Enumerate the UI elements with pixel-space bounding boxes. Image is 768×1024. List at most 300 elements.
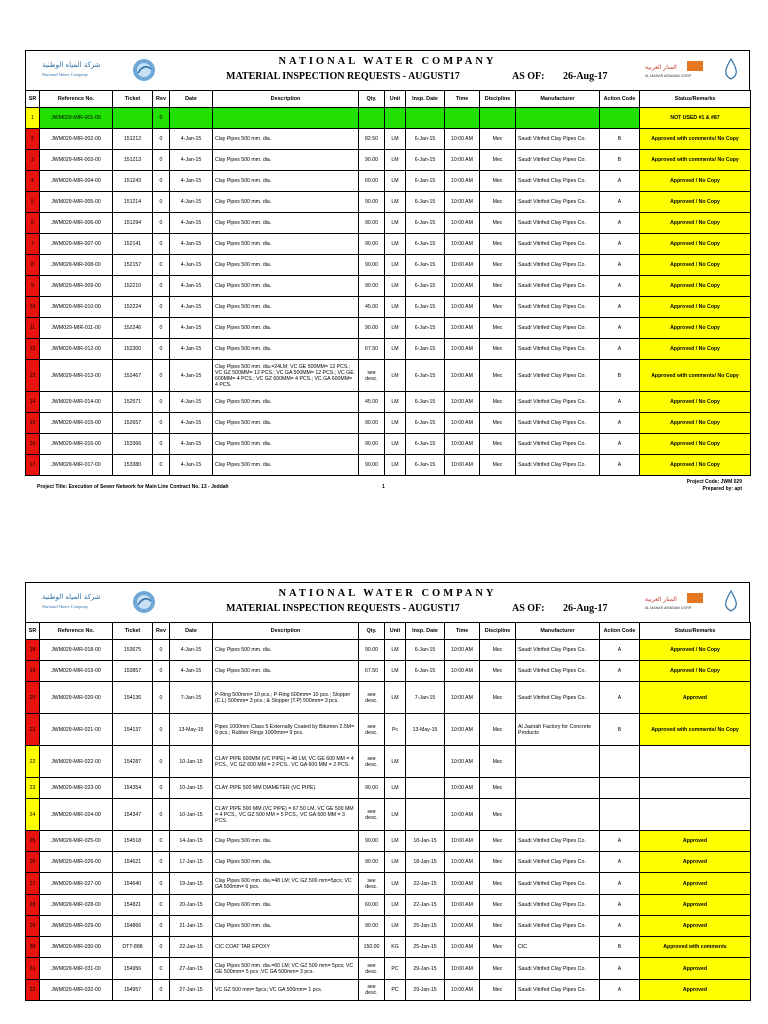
- column-header: Insp. Date: [406, 623, 445, 640]
- manufacturer-cell: Saudi Vitrifed Clay Pipes Co.: [516, 640, 600, 661]
- time-cell: 10:00 AM: [445, 339, 480, 360]
- sr-cell: 32: [26, 980, 40, 1001]
- reference-cell: JWM029-MIR-007-00: [40, 234, 113, 255]
- time-cell: 10:00 AM: [445, 455, 480, 476]
- insp-date-cell: 6-Jan-15: [406, 392, 445, 413]
- unit-cell: LM: [385, 234, 406, 255]
- column-header: Unit: [385, 623, 406, 640]
- column-header: Ticket: [113, 623, 153, 640]
- svg-text:شركة المياه الوطنية: شركة المياه الوطنية: [42, 61, 101, 69]
- rev-cell: 0: [153, 276, 170, 297]
- ticket-cell: 154518: [113, 831, 153, 852]
- discipline-cell: Mec: [480, 360, 516, 392]
- sr-cell: 15: [26, 413, 40, 434]
- sr-cell: 6: [26, 213, 40, 234]
- unit-cell: LM: [385, 778, 406, 799]
- description-cell: Clay Pipes 500 mm. dia.: [213, 434, 359, 455]
- table-row: [26, 171, 751, 192]
- reference-cell: JWM029-MIR-028-00: [40, 895, 113, 916]
- rev-cell: 0: [153, 980, 170, 1001]
- column-header: Manufacturer: [516, 623, 600, 640]
- discipline-cell: Mec: [480, 640, 516, 661]
- action-code-cell: [600, 108, 640, 129]
- action-code-cell: B: [600, 150, 640, 171]
- insp-date-cell: 6-Jan-15: [406, 276, 445, 297]
- unit-cell: LM: [385, 413, 406, 434]
- ticket-cell: DTT-888: [113, 937, 153, 958]
- description-cell: Clay Pipes 500 mm. dia.: [213, 213, 359, 234]
- reference-cell: JWM029-MIR-014-00: [40, 392, 113, 413]
- manufacturer-cell: Saudi Vitrifed Clay Pipes Co.: [516, 297, 600, 318]
- manufacturer-cell: Saudi Vitrifed Clay Pipes Co.: [516, 455, 600, 476]
- description-cell: Clay Pipes 600 mm. dia.: [213, 895, 359, 916]
- status-cell: Approved / No Copy: [640, 455, 751, 476]
- status-cell: Approved / No Copy: [640, 255, 751, 276]
- description-cell: Clay Pipes 500 mm. dia.: [213, 255, 359, 276]
- insp-date-cell: [406, 799, 445, 831]
- ticket-cell: 152300: [113, 339, 153, 360]
- time-cell: 10:00 AM: [445, 392, 480, 413]
- description-cell: CLAY PIPE 500 MM DIAMETER (VC PIPE).: [213, 778, 359, 799]
- action-code-cell: B: [600, 937, 640, 958]
- time-cell: 10:00 AM: [445, 192, 480, 213]
- column-header: Ticket: [113, 91, 153, 108]
- column-header: Status/Remarks: [640, 91, 751, 108]
- date-cell: 4-Jan-15: [170, 661, 213, 682]
- insp-date-cell: 25-Jan-15: [406, 916, 445, 937]
- rev-cell: 0: [153, 873, 170, 895]
- manufacturer-cell: Saudi Vitrifed Clay Pipes Co.: [516, 895, 600, 916]
- unit-cell: LM: [385, 746, 406, 778]
- rev-cell: 0: [153, 799, 170, 831]
- date-cell: 17-Jan-15: [170, 852, 213, 873]
- insp-date-cell: 18-Jan-15: [406, 831, 445, 852]
- description-cell: Clay Pipes 500 mm. dia.: [213, 916, 359, 937]
- table-row: [26, 255, 751, 276]
- description-cell: Clay Pipes 500 mm. dia.: [213, 455, 359, 476]
- column-header: Date: [170, 91, 213, 108]
- ticket-cell: 152157: [113, 255, 153, 276]
- sr-cell: 20: [26, 682, 40, 714]
- sr-cell: 24: [26, 799, 40, 831]
- discipline-cell: Mec: [480, 916, 516, 937]
- qty-cell: 90.00: [359, 234, 385, 255]
- reference-cell: JWM029-MIR-022-00: [40, 746, 113, 778]
- manufacturer-cell: Saudi Vitrifed Clay Pipes Co.: [516, 873, 600, 895]
- svg-text:National Water Company: National Water Company: [42, 604, 88, 609]
- reference-cell: JWM029-MIR-011-00: [40, 318, 113, 339]
- status-cell: Approved / No Copy: [640, 434, 751, 455]
- date-cell: 4-Jan-15: [170, 129, 213, 150]
- description-cell: CLAY PIPE 600MM (VC PIPE) = 48 LM, VC GE 600 MM = 4 PCS., VC GZ 600 MM = 2 PCS., VC GA 600 MM = 2 PCS.: [213, 746, 359, 778]
- company-title: NATIONAL WATER COMPANY: [278, 588, 497, 599]
- description-cell: Clay Pipes 500 mm. dia.: [213, 318, 359, 339]
- column-header: Reference No.: [40, 91, 113, 108]
- insp-date-cell: 6-Jan-15: [406, 171, 445, 192]
- description-cell: Clay Pipes 500 mm. dia.: [213, 297, 359, 318]
- table-row: [26, 640, 751, 661]
- table-row: [26, 714, 751, 746]
- status-cell: Approved: [640, 916, 751, 937]
- manufacturer-cell: Saudi Vitrifed Clay Pipes Co.: [516, 831, 600, 852]
- qty-cell: 60.00: [359, 895, 385, 916]
- time-cell: 10:00 AM: [445, 297, 480, 318]
- action-code-cell: A: [600, 831, 640, 852]
- discipline-cell: Mec: [480, 192, 516, 213]
- date-cell: 4-Jan-15: [170, 213, 213, 234]
- sheet-page-1: [25, 50, 750, 502]
- status-cell: Approved / No Copy: [640, 413, 751, 434]
- page-number: 1: [382, 484, 385, 490]
- table-row: [26, 958, 751, 980]
- discipline-cell: Mec: [480, 661, 516, 682]
- date-cell: 14-Jan-15: [170, 831, 213, 852]
- description-cell: Clay Pipes 500 mm. dia.: [213, 276, 359, 297]
- rev-cell: 0: [153, 895, 170, 916]
- rev-cell: 0: [153, 714, 170, 746]
- date-cell: 7-Jan-15: [170, 682, 213, 714]
- reference-cell: JWM029-MIR-009-00: [40, 276, 113, 297]
- description-cell: Clay Pipes 500 mm. dia.=24LM; VC GE 500MM= 12 PCS.; VC GZ 500MM= 12 PCS.; VC GA 500MM= 12 PCS.; VC GE 600MM= 4 PCS.; VC GZ 600MM= 4 PCS.; VC GA 600MM= 4 PCS.: [213, 360, 359, 392]
- insp-date-cell: 22-Jan-15: [406, 873, 445, 895]
- manufacturer-cell: [516, 799, 600, 831]
- action-code-cell: A: [600, 192, 640, 213]
- time-cell: 10:00 AM: [445, 434, 480, 455]
- svg-text:AL MANAR ARABIAN CORP.: AL MANAR ARABIAN CORP.: [645, 74, 692, 78]
- discipline-cell: Mec: [480, 339, 516, 360]
- action-code-cell: A: [600, 339, 640, 360]
- insp-date-cell: 6-Jan-15: [406, 339, 445, 360]
- rev-cell: 0: [153, 434, 170, 455]
- manufacturer-cell: Saudi Vitrifed Clay Pipes Co.: [516, 192, 600, 213]
- insp-date-cell: 6-Jan-15: [406, 297, 445, 318]
- insp-date-cell: 13-May-15: [406, 714, 445, 746]
- insp-date-cell: 7-Jan-15: [406, 682, 445, 714]
- discipline-cell: Mec: [480, 873, 516, 895]
- unit-cell: LM: [385, 873, 406, 895]
- status-cell: Approved / No Copy: [640, 276, 751, 297]
- sr-cell: 3: [26, 150, 40, 171]
- time-cell: 10:00 AM: [445, 171, 480, 192]
- ticket-cell: 153857: [113, 661, 153, 682]
- action-code-cell: A: [600, 916, 640, 937]
- manufacturer-cell: [516, 108, 600, 129]
- reference-cell: JWM029-MIR-003-00: [40, 150, 113, 171]
- discipline-cell: Mec: [480, 799, 516, 831]
- sr-cell: 28: [26, 895, 40, 916]
- table-row: [26, 799, 751, 831]
- sr-cell: 23: [26, 778, 40, 799]
- column-header: Qty.: [359, 91, 385, 108]
- description-cell: Clay Pipes 500 mm. dia.: [213, 234, 359, 255]
- description-cell: Clay Pipes 500 mm. dia.: [213, 171, 359, 192]
- reference-cell: JWM029-MIR-013-00: [40, 360, 113, 392]
- reference-cell: JWM029-MIR-027-00: [40, 873, 113, 895]
- unit-cell: PC: [385, 958, 406, 980]
- ticket-cell: 153380: [113, 455, 153, 476]
- reference-cell: JWM029-MIR-006-00: [40, 213, 113, 234]
- qty-cell: see desc.: [359, 958, 385, 980]
- column-header: Discipline: [480, 623, 516, 640]
- action-code-cell: A: [600, 640, 640, 661]
- qty-cell: 90.00: [359, 192, 385, 213]
- svg-text:المنار العربية: المنار العربية: [645, 596, 677, 603]
- unit-cell: LM: [385, 213, 406, 234]
- table-row: [26, 150, 751, 171]
- discipline-cell: Mec: [480, 171, 516, 192]
- discipline-cell: Mec: [480, 455, 516, 476]
- unit-cell: LM: [385, 392, 406, 413]
- unit-cell: LM: [385, 318, 406, 339]
- status-cell: Approved / No Copy: [640, 339, 751, 360]
- sr-cell: 4: [26, 171, 40, 192]
- unit-cell: KG: [385, 937, 406, 958]
- status-cell: Approved with comments/ No Copy: [640, 150, 751, 171]
- action-code-cell: A: [600, 682, 640, 714]
- sr-cell: 9: [26, 276, 40, 297]
- description-cell: [213, 108, 359, 129]
- qty-cell: 90.00: [359, 255, 385, 276]
- reference-cell: JWM029-MIR-010-00: [40, 297, 113, 318]
- sr-cell: 21: [26, 714, 40, 746]
- unit-cell: LM: [385, 682, 406, 714]
- action-code-cell: A: [600, 434, 640, 455]
- column-header: Unit: [385, 91, 406, 108]
- date-cell: [170, 108, 213, 129]
- table-row: [26, 192, 751, 213]
- time-cell: 10:00 AM: [445, 958, 480, 980]
- rev-cell: 0: [153, 661, 170, 682]
- status-cell: Approved with comments: [640, 937, 751, 958]
- discipline-cell: Mec: [480, 213, 516, 234]
- description-cell: Clay Pipes 500 mm. dia.: [213, 392, 359, 413]
- insp-date-cell: 18-Jan-15: [406, 852, 445, 873]
- column-header: Rev: [153, 91, 170, 108]
- action-code-cell: A: [600, 318, 640, 339]
- reference-cell: JWM029-MIR-023-00: [40, 778, 113, 799]
- column-header-row: [26, 623, 751, 640]
- table-row: [26, 108, 751, 129]
- reference-cell: JWM029-MIR-021-00: [40, 714, 113, 746]
- ticket-cell: 152210: [113, 276, 153, 297]
- time-cell: 10:00 AM: [445, 799, 480, 831]
- action-code-cell: A: [600, 171, 640, 192]
- table-row: [26, 339, 751, 360]
- qty-cell: [359, 108, 385, 129]
- table-row: [26, 392, 751, 413]
- unit-cell: LM: [385, 831, 406, 852]
- ticket-cell: 152141: [113, 234, 153, 255]
- time-cell: 10:00 AM: [445, 682, 480, 714]
- qty-cell: see desc.: [359, 799, 385, 831]
- manufacturer-cell: Saudi Vitrifed Clay Pipes Co.: [516, 661, 600, 682]
- date-cell: 13-May-15: [170, 714, 213, 746]
- report-title: MATERIAL INSPECTION REQUESTS - AUGUST17: [226, 71, 460, 82]
- discipline-cell: Mec: [480, 150, 516, 171]
- unit-cell: [385, 108, 406, 129]
- insp-date-cell: 6-Jan-15: [406, 455, 445, 476]
- table-row: [26, 937, 751, 958]
- ticket-cell: 154640: [113, 873, 153, 895]
- column-header: Status/Remarks: [640, 623, 751, 640]
- insp-date-cell: 6-Jan-15: [406, 318, 445, 339]
- column-header: Reference No.: [40, 623, 113, 640]
- rev-cell: 0: [153, 171, 170, 192]
- time-cell: 10:00 AM: [445, 746, 480, 778]
- insp-date-cell: 25-Jan-15: [406, 937, 445, 958]
- insp-date-cell: 6-Jan-15: [406, 640, 445, 661]
- status-cell: Approved / No Copy: [640, 640, 751, 661]
- unit-cell: LM: [385, 339, 406, 360]
- date-cell: 4-Jan-15: [170, 360, 213, 392]
- reference-cell: JWM029-MIR-008-00: [40, 255, 113, 276]
- time-cell: 10:00 AM: [445, 413, 480, 434]
- manufacturer-cell: Saudi Vitrifed Clay Pipes Co.: [516, 852, 600, 873]
- status-cell: Approved / No Copy: [640, 234, 751, 255]
- ticket-cell: 152571: [113, 392, 153, 413]
- sheet-header: [25, 582, 750, 622]
- qty-cell: 90.00: [359, 150, 385, 171]
- qty-cell: 90.00: [359, 318, 385, 339]
- discipline-cell: Mec: [480, 276, 516, 297]
- insp-date-cell: 6-Jan-15: [406, 360, 445, 392]
- column-header: Action Code: [600, 623, 640, 640]
- table-row: [26, 746, 751, 778]
- column-header: Discipline: [480, 91, 516, 108]
- column-header: Action Code: [600, 91, 640, 108]
- sr-cell: 10: [26, 297, 40, 318]
- description-cell: Clay Pipes 500 mm. dia.: [213, 413, 359, 434]
- rev-cell: 0: [153, 916, 170, 937]
- manufacturer-cell: CIC: [516, 937, 600, 958]
- rev-cell: 0: [153, 192, 170, 213]
- reference-cell: JWM029-MIR-024-00: [40, 799, 113, 831]
- time-cell: 10:00 AM: [445, 778, 480, 799]
- manufacturer-cell: Saudi Vitrifed Clay Pipes Co.: [516, 213, 600, 234]
- status-cell: Approved / No Copy: [640, 661, 751, 682]
- sr-cell: 19: [26, 661, 40, 682]
- discipline-cell: Mec: [480, 318, 516, 339]
- date-cell: 10-Jan-15: [170, 778, 213, 799]
- rev-cell: 0: [153, 392, 170, 413]
- time-cell: 10:00 AM: [445, 255, 480, 276]
- date-cell: 10-Jan-15: [170, 799, 213, 831]
- ticket-cell: 151214: [113, 192, 153, 213]
- date-cell: 4-Jan-15: [170, 339, 213, 360]
- insp-date-cell: [406, 746, 445, 778]
- reference-cell: JWM029-MIR-019-00: [40, 661, 113, 682]
- action-code-cell: A: [600, 958, 640, 980]
- reference-cell: JWM029-MIR-012-00: [40, 339, 113, 360]
- unit-cell: LM: [385, 192, 406, 213]
- table-row: [26, 778, 751, 799]
- time-cell: 10:00 AM: [445, 360, 480, 392]
- discipline-cell: Mec: [480, 392, 516, 413]
- qty-cell: 45.00: [359, 392, 385, 413]
- manufacturer-cell: [516, 778, 600, 799]
- description-cell: VC GZ 500 mm= 5pcs; VC GA 500mm= 1 pcs.: [213, 980, 359, 1001]
- rev-cell: 0: [153, 297, 170, 318]
- column-header: Description: [213, 623, 359, 640]
- insp-date-cell: [406, 108, 445, 129]
- insp-date-cell: 22-Jan-15: [406, 895, 445, 916]
- insp-date-cell: 6-Jan-15: [406, 413, 445, 434]
- column-header: Rev: [153, 623, 170, 640]
- column-header: SR: [26, 623, 40, 640]
- ticket-cell: 151213: [113, 150, 153, 171]
- reference-cell: JWM029-MIR-016-00: [40, 434, 113, 455]
- ticket-cell: 153675: [113, 640, 153, 661]
- unit-cell: LM: [385, 799, 406, 831]
- status-cell: Approved / No Copy: [640, 318, 751, 339]
- time-cell: 10:00 AM: [445, 916, 480, 937]
- time-cell: 10:00 AM: [445, 234, 480, 255]
- rev-cell: 0: [153, 746, 170, 778]
- status-cell: Approved / No Copy: [640, 192, 751, 213]
- ticket-cell: 154956: [113, 958, 153, 980]
- sr-cell: 27: [26, 873, 40, 895]
- action-code-cell: A: [600, 852, 640, 873]
- sr-cell: 2: [26, 129, 40, 150]
- status-cell: [640, 778, 751, 799]
- reference-cell: JWM029-MIR-030-00: [40, 937, 113, 958]
- qty-cell: 60.00: [359, 171, 385, 192]
- discipline-cell: Mec: [480, 778, 516, 799]
- date-cell: 4-Jan-15: [170, 255, 213, 276]
- qty-cell: 90.00: [359, 455, 385, 476]
- table-row: [26, 434, 751, 455]
- ticket-cell: 152224: [113, 297, 153, 318]
- date-cell: 4-Jan-15: [170, 434, 213, 455]
- qty-cell: 150.00: [359, 937, 385, 958]
- date-cell: 4-Jan-15: [170, 171, 213, 192]
- reference-cell: JWM029-MIR-017-00: [40, 455, 113, 476]
- date-cell: 4-Jan-15: [170, 392, 213, 413]
- discipline-cell: Mec: [480, 434, 516, 455]
- table-row: [26, 413, 751, 434]
- date-cell: 20-Jan-15: [170, 895, 213, 916]
- unit-cell: LM: [385, 276, 406, 297]
- discipline-cell: Mec: [480, 255, 516, 276]
- unit-cell: LM: [385, 455, 406, 476]
- reference-cell: JWM029-MIR-018-00: [40, 640, 113, 661]
- action-code-cell: A: [600, 873, 640, 895]
- status-cell: Approved / No Copy: [640, 171, 751, 192]
- table-row: [26, 873, 751, 895]
- insp-date-cell: 6-Jan-15: [406, 661, 445, 682]
- time-cell: [445, 108, 480, 129]
- discipline-cell: Mec: [480, 682, 516, 714]
- rev-cell: 0: [153, 831, 170, 852]
- unit-cell: LM: [385, 255, 406, 276]
- sr-cell: 16: [26, 434, 40, 455]
- insp-date-cell: 6-Jan-15: [406, 213, 445, 234]
- sr-cell: 25: [26, 831, 40, 852]
- qty-cell: 90.00: [359, 831, 385, 852]
- sr-cell: 8: [26, 255, 40, 276]
- rev-cell: 0: [153, 937, 170, 958]
- ticket-cell: 152246: [113, 318, 153, 339]
- svg-text:المنار العربية: المنار العربية: [645, 64, 677, 71]
- manufacturer-cell: Saudi Vitrifed Clay Pipes Co.: [516, 234, 600, 255]
- status-cell: NOT USED #1 & #87: [640, 108, 751, 129]
- unit-cell: LM: [385, 895, 406, 916]
- unit-cell: LM: [385, 150, 406, 171]
- description-cell: Clay Pipes 600 mm. dia.=48 LM; VC GZ 500 mm=5pcs; VC GA 500mm= 6 pcs.: [213, 873, 359, 895]
- action-code-cell: [600, 746, 640, 778]
- time-cell: 10:00 AM: [445, 129, 480, 150]
- rev-cell: 0: [153, 150, 170, 171]
